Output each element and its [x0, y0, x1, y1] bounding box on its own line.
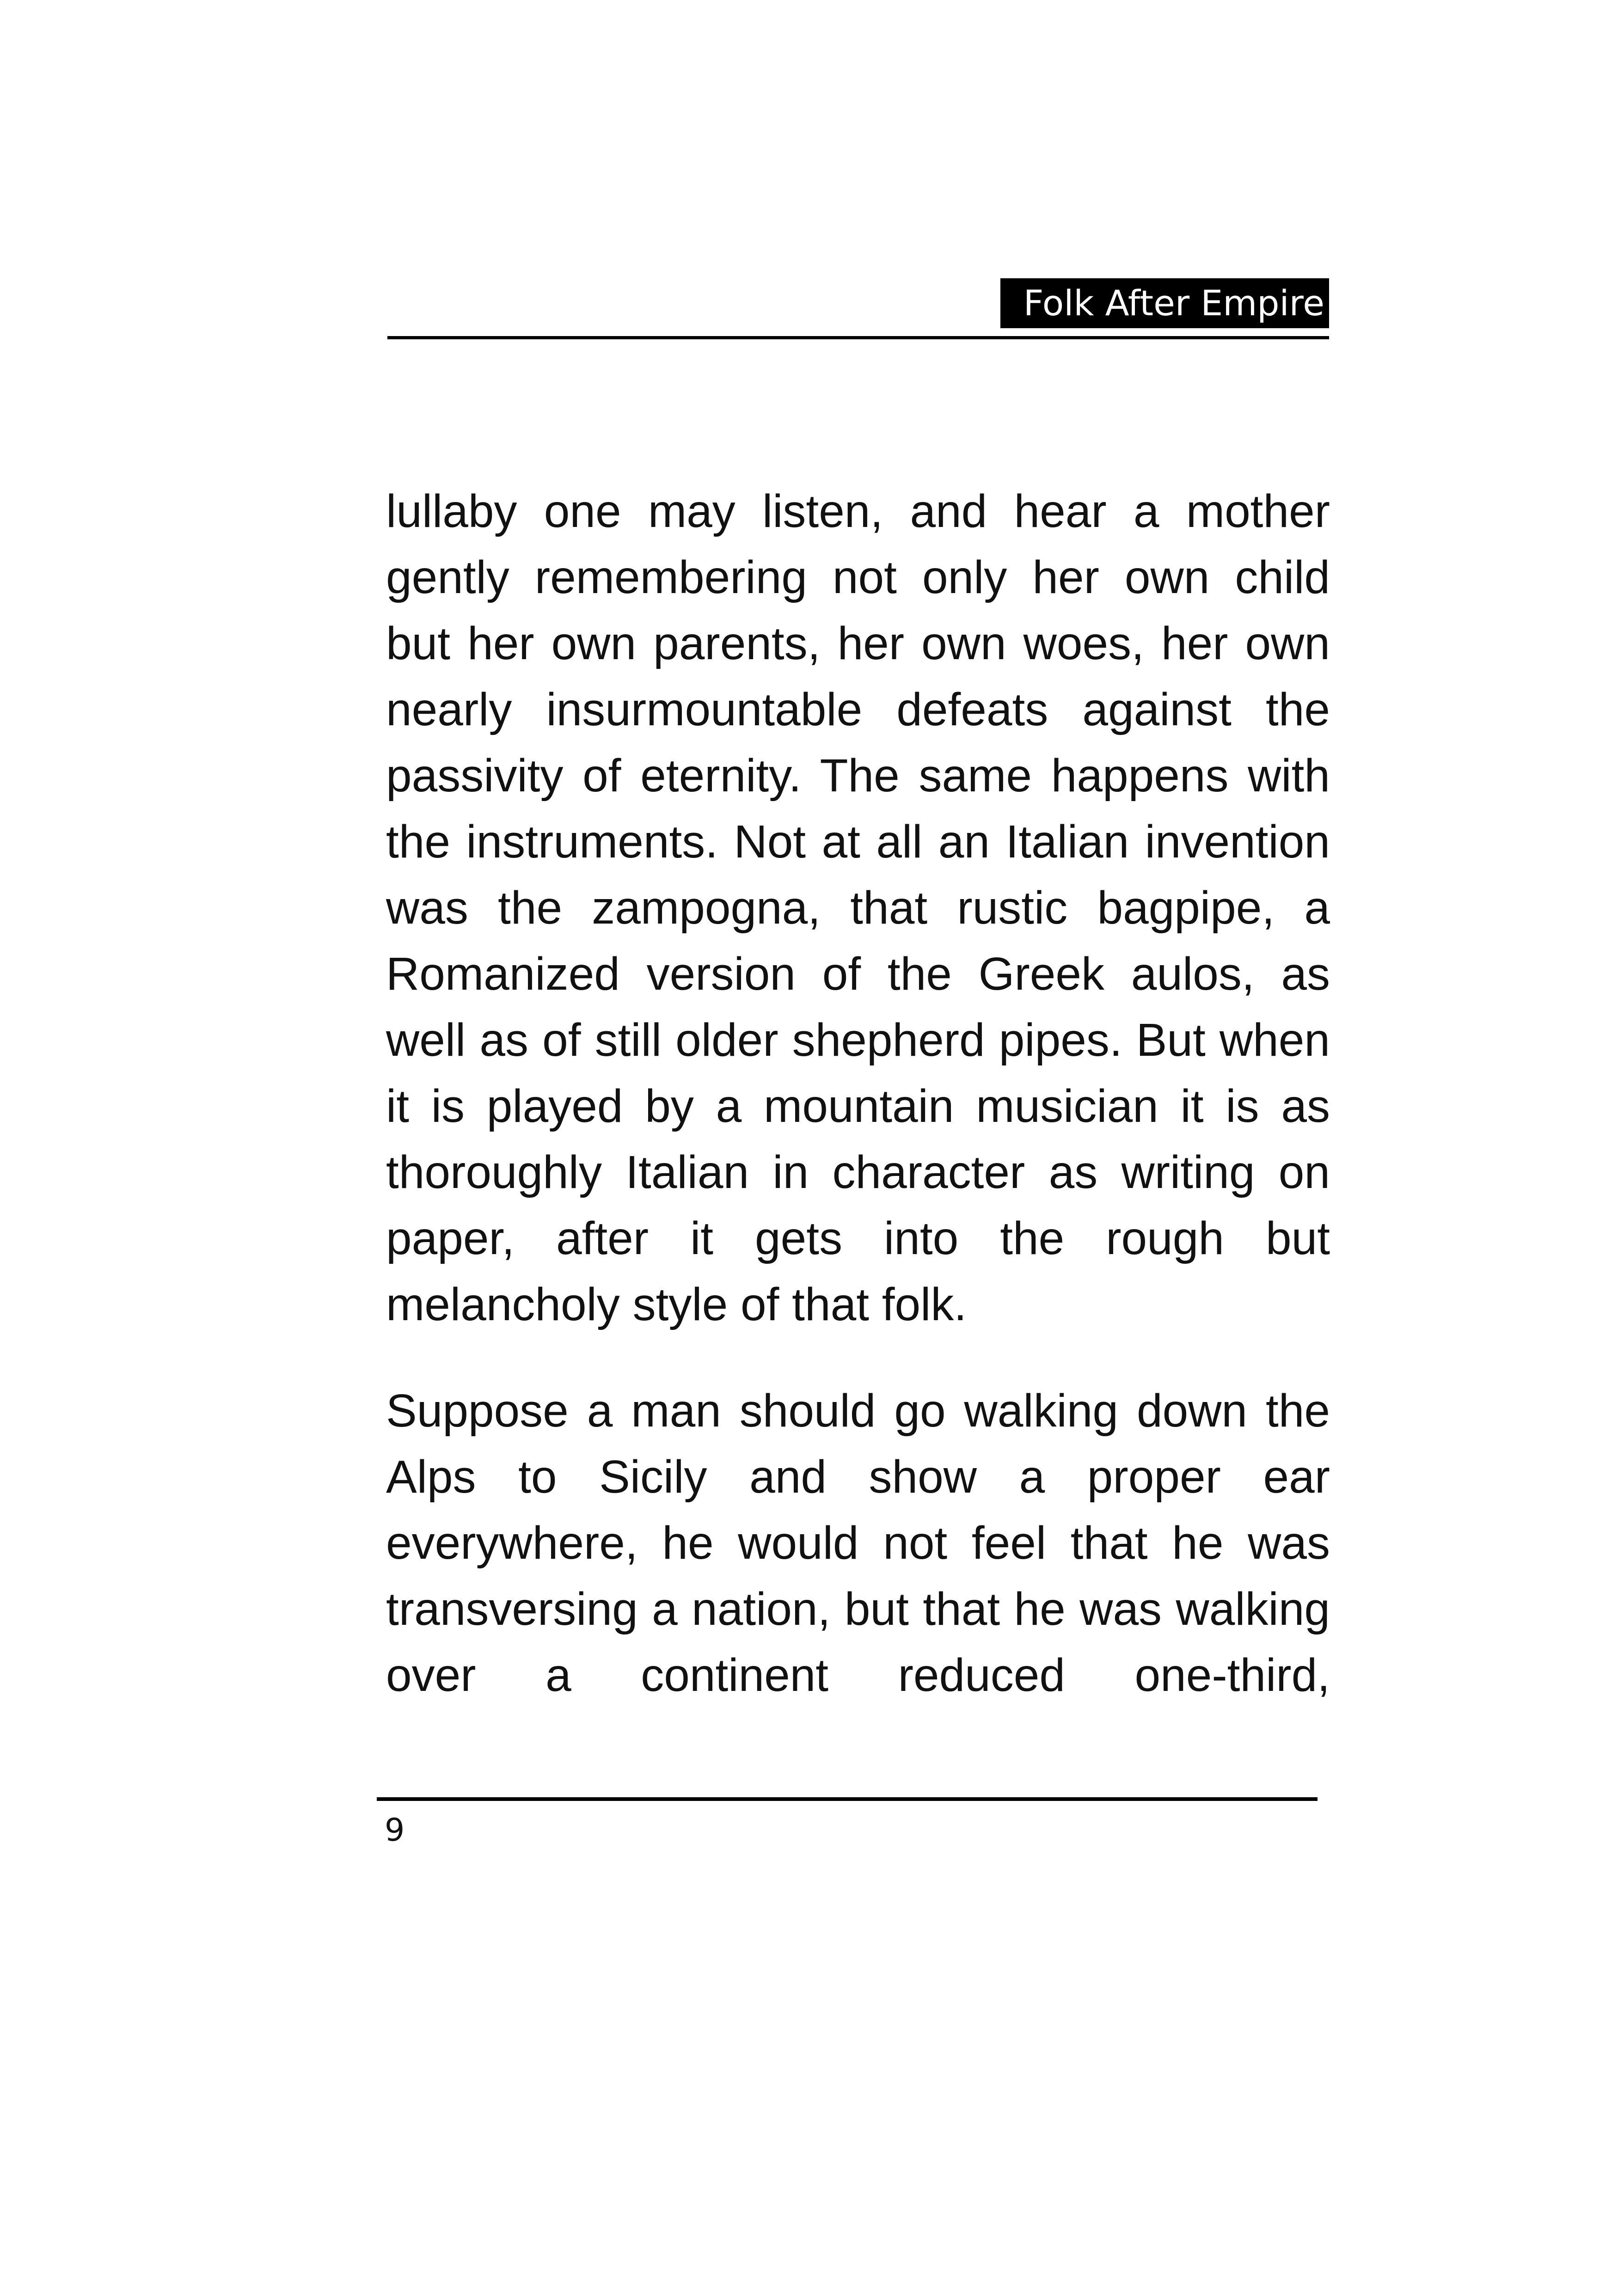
body-text — [386, 478, 1330, 1708]
footer-rule — [377, 1797, 1318, 1801]
paragraph-1: lullaby one may listen, and hear a mother gently remembering not only her own child but her own parents, her own woes, her own nearly insurmountable defeats against the passivity of eternity. The same happens with the instruments. Not at all an Italian invention was the zampogna, that rustic bagpipe, a Romanized version of the Greek aulos, as well as of still older shepherd pipes. But when it is played by a mountain musician it is as thoroughly Italian in character as writing on paper, after it gets into the rough but melancholy style of that folk. — [386, 485, 1330, 1330]
running-header-title: Folk After Empire — [1000, 278, 1329, 328]
page-number: 9 — [385, 1812, 405, 1849]
header-rule — [387, 336, 1329, 339]
paragraph-2: Suppose a man should go walking down the Alps to Sicily and show a proper ear everywhere, he would not feel that he was transversing a nation, but that he was walking over a continent reduced one-third, — [386, 1385, 1330, 1701]
